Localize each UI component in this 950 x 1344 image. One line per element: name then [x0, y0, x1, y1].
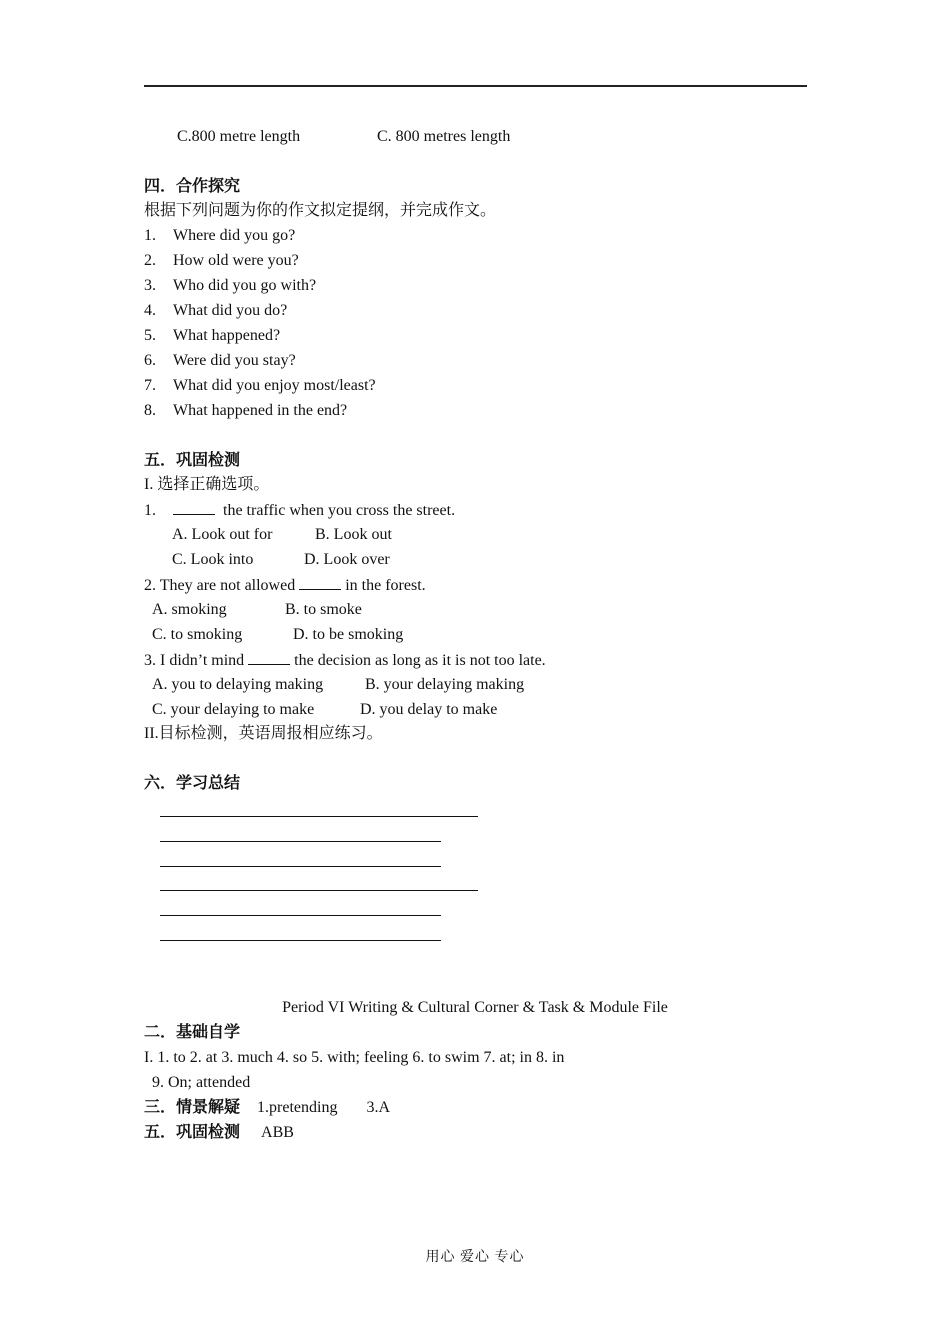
summary-line [160, 915, 441, 916]
q1-option-d: D. Look over [304, 551, 390, 568]
summary-line [160, 890, 478, 891]
question-item: 2. How old were you? [144, 252, 299, 269]
q2-option-a: A. smoking [152, 601, 227, 618]
section5-part1: I. 选择正确选项。 [144, 476, 270, 493]
answers-s2-line1: I. 1. to 2. at 3. much 4. so 5. with; feeling 6. to swim 7. at; in 8. in [144, 1049, 565, 1066]
q3-option-c: C. your delaying to make [152, 701, 315, 718]
q2-option-b: B. to smoke [285, 601, 362, 618]
q3-option-d: D. you delay to make [360, 701, 498, 718]
section4-title: 四．合作探究 [144, 178, 241, 195]
question-item: 1. Where did you go? [144, 227, 296, 244]
answer-blank [173, 500, 215, 515]
q1-option-c: C. Look into [172, 551, 254, 568]
summary-line [160, 940, 441, 941]
answers-s5: 五．巩固检测 ABB [144, 1124, 294, 1141]
question-item: 6. Were did you stay? [144, 352, 296, 369]
question-item: 3. Who did you go with? [144, 277, 317, 294]
summary-line [160, 866, 441, 867]
question-item: 8. What happened in the end? [144, 402, 348, 419]
page-footer: 用心 爱心 专心 [425, 1250, 525, 1265]
section5-part2: II.目标检测，英语周报相应练习。 [144, 725, 383, 742]
summary-line [160, 816, 478, 817]
option-c2: C. 800 metres length [377, 128, 511, 145]
q2-option-c: C. to smoking [152, 626, 243, 643]
answer-blank [299, 575, 341, 590]
answers-s3: 三．情景解疑 1.pretending 3.A [144, 1099, 390, 1116]
q3-stem: 3. I didn’t mind the decision as long as it is not too late. [144, 652, 546, 669]
answer-blank [248, 650, 290, 665]
section6-title: 六．学习总结 [144, 775, 241, 792]
q3-option-b: B. your delaying making [365, 676, 525, 693]
q3-option-a: A. you to delaying making [152, 676, 324, 693]
answers-s2-title: 二．基础自学 [144, 1024, 241, 1041]
q1-stem: 1. the traffic when you cross the street. [144, 502, 456, 519]
header-rule [144, 85, 807, 87]
question-item: 5. What happened? [144, 327, 281, 344]
q1-option-a: A. Look out for [172, 526, 273, 543]
q1-option-b: B. Look out [315, 526, 392, 543]
section5-title: 五．巩固检测 [144, 452, 241, 469]
question-item: 4. What did you do? [144, 302, 288, 319]
option-c1: C.800 metre length [177, 128, 301, 145]
answers-s2-line2: 9. On; attended [152, 1074, 251, 1091]
summary-line [160, 841, 441, 842]
question-item: 7. What did you enjoy most/least? [144, 377, 376, 394]
q2-option-d: D. to be smoking [293, 626, 404, 643]
section4-intro: 根据下列问题为你的作文拟定提纲，并完成作文。 [144, 202, 497, 219]
period-title: Period VI Writing & Cultural Corner & Task & Module File [282, 999, 668, 1016]
q2-stem: 2. They are not allowed in the forest. [144, 577, 426, 594]
